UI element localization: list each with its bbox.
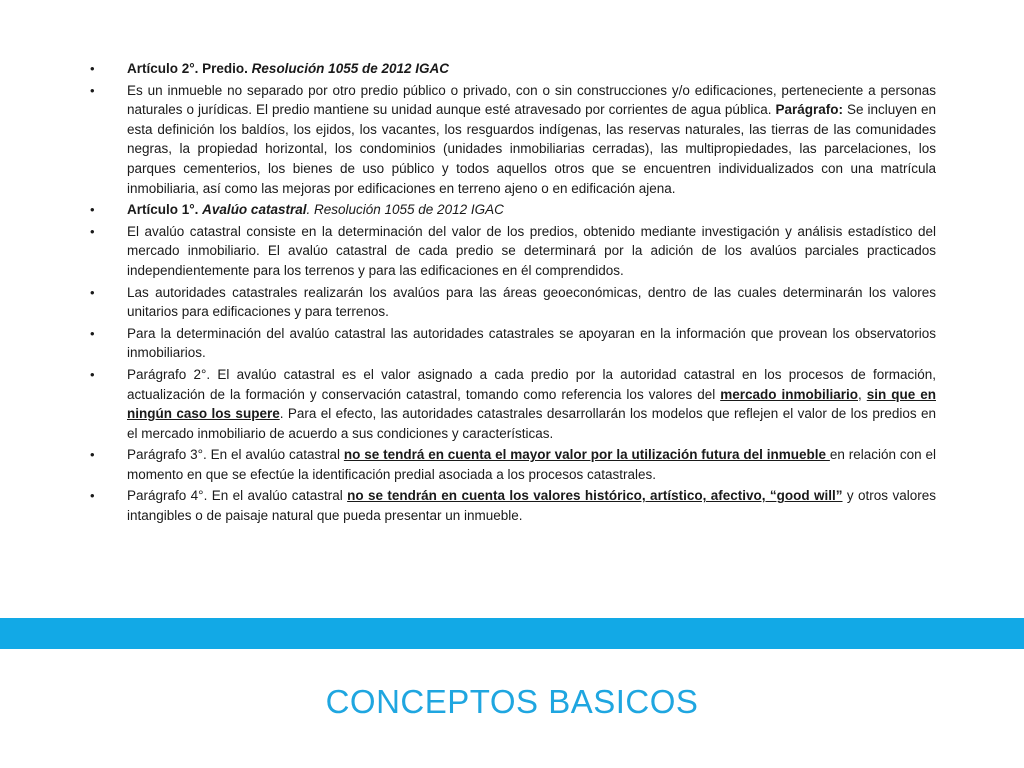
predio-definition-text: Es un inmueble no separado por otro predio público o privado, con o sin construcciones y/o edificaciones, perteneciente a personas naturales o jurídicas. El predio mantiene su unidad aunque esté atravesado por corrientes de agua pública. [127, 82, 936, 118]
paragrafo-3-underline: no se tendrá en cuenta el mayor valor por la utilización futura del inmueble [343, 447, 830, 463]
paragrafo-4-text-1: Parágrafo 4°. En el avalúo catastral [127, 488, 348, 504]
paragrafo-label: Parágrafo: [775, 102, 843, 118]
article-1-label: Artículo 1°. [127, 202, 203, 218]
paragrafo-4-underline: no se tendrán en cuenta los valores histórico, artístico, afectivo, “good will” [347, 488, 843, 504]
bullet-articulo-1-heading [90, 200, 936, 220]
slide-body [90, 59, 936, 528]
paragrafo-3-text-2: en relación con el momento en que se efectúe la identificación predial asociada a los procesos catastrales. [127, 447, 936, 482]
article-2-resolution: Resolución 1055 de 2012 IGAC [247, 61, 450, 76]
bullet-paragrafo-3 [90, 445, 936, 484]
accent-band [0, 618, 1024, 649]
paragrafo-3-text-1: Parágrafo 3°. En el avalúo catastral [127, 447, 344, 463]
paragrafo-2-text-1: Parágrafo 2°. El avalúo catastral es el valor asignado a cada predio por la autoridad catastral en los procesos de formación, actualización de la formación y conservación catastral, tomando como referencia los valores del [127, 366, 936, 402]
bullet-avaluo-definition [90, 222, 936, 281]
article-2-label: Artículo 2°. Predio. [127, 61, 248, 76]
bullet-observatorios [90, 324, 936, 363]
paragrafo-text: Se incluyen en esta definición los baldíos, los ejidos, los vacantes, los resguardos indígenas, las reservas naturales, las tierras de las comunidades negras, la propiedad horizontal, los condominios (unidades inmobiliarias cerradas), las multipropiedades, las parcelaciones, los parques cementerios, los bienes de uso público y todos aquellos otros que se encuentren individualizados con una matrícula inmobiliaria, así como las mejoras por edificaciones en terreno ajeno o en edificación ajena. [127, 102, 937, 196]
bullet-paragrafo-2 [90, 365, 936, 443]
paragrafo-2-underline-2: sin que en ningún caso los supere [127, 386, 936, 422]
paragrafo-2-underline-1: mercado inmobiliario [720, 386, 858, 402]
areas-geoeconomicas-text: Las autoridades catastrales realizarán los avalúos para las áreas geoeconómicas, dentro de las cuales determinarán los valores unitarios para edificaciones y para terrenos. [127, 284, 936, 320]
observatorios-text: Para la determinación del avalúo catastral las autoridades catastrales se apoyaran en la información que provean los observatorios inmobiliarios. [127, 325, 936, 361]
bullet-list [90, 59, 936, 526]
paragrafo-4-text-2: y otros valores intangibles o de paisaje natural que pueda presentar un inmueble. [127, 488, 936, 524]
paragrafo-2-text-3: . Para el efecto, las autoridades catastrales desarrollarán los modelos que reflejen el valor de los predios en el mercado inmobiliario de acuerdo a sus condiciones y características. [127, 406, 936, 441]
paragrafo-2-text-2: , [858, 386, 867, 402]
slide-title: CONCEPTOS BASICOS [325, 683, 699, 720]
bullet-predio-definition [90, 81, 936, 199]
article-1-topic: Avalúo catastral [202, 202, 307, 218]
bullet-articulo-2-heading [90, 59, 936, 79]
avaluo-definition-text: El avalúo catastral consiste en la determinación del valor de los predios, obtenido mediante investigación y análisis estadístico del mercado inmobiliario. El avalúo catastral de cada predio se determinará por la adición de los avalúos parciales practicados independientemente para los terrenos y para las edificaciones en él comprendidos. [127, 223, 936, 278]
article-1-resolution: . Resolución 1055 de 2012 IGAC [306, 202, 504, 218]
bullet-areas-geoeconomicas [90, 283, 936, 322]
bullet-paragrafo-4 [90, 486, 936, 525]
